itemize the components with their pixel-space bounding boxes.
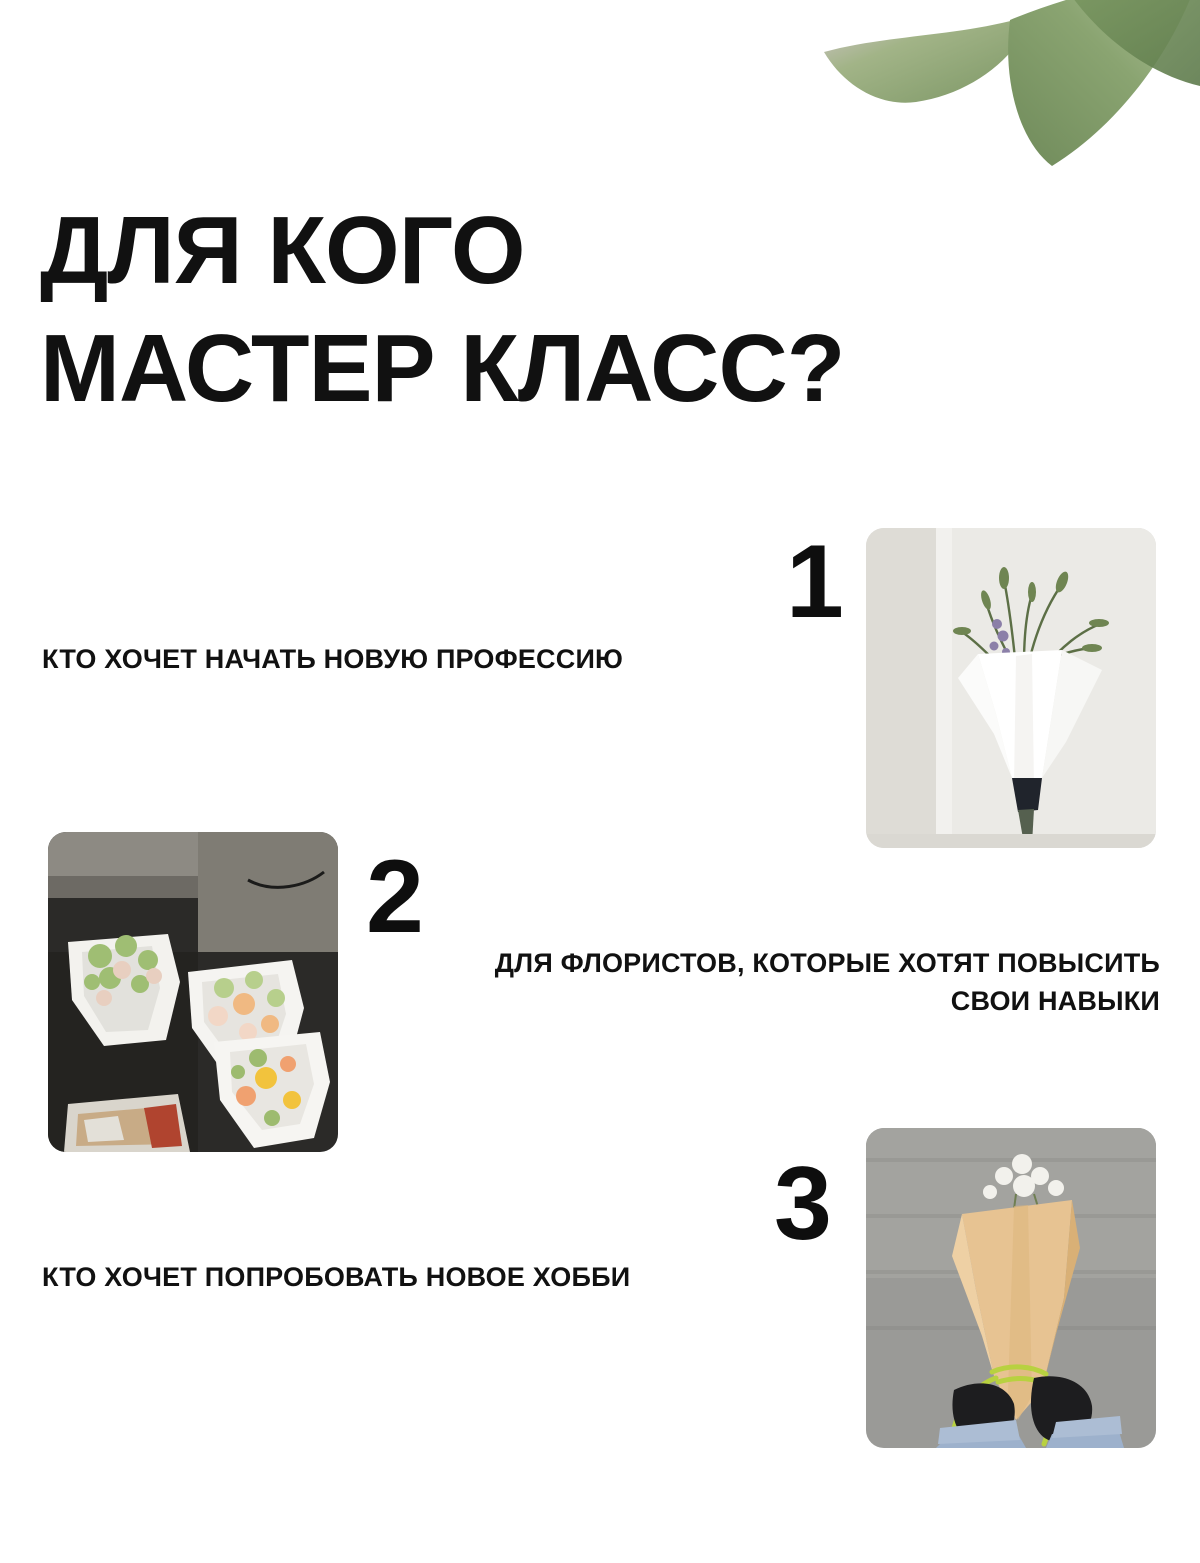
- page-title: [40, 185, 1140, 436]
- item-photo-1: [866, 528, 1156, 848]
- item-photo-2: [48, 832, 338, 1152]
- item-photo-3: [866, 1128, 1156, 1448]
- item-number-3: 3: [774, 1146, 832, 1262]
- page-title-line-2: МАСТЕР КЛАСС?: [40, 315, 845, 423]
- page-title-line-1: ДЛЯ КОГО: [40, 197, 525, 304]
- item-caption-3: КТО ХОЧЕТ ПОПРОБОВАТЬ НОВОЕ ХОББИ: [42, 1262, 631, 1292]
- item-caption-2: ДЛЯ ФЛОРИСТОВ, КОТОРЫЕ ХОТЯТ ПОВЫСИТЬ СВОИ НАВЫКИ: [494, 948, 1160, 1017]
- item-caption-1: КТО ХОЧЕТ НАЧАТЬ НОВУЮ ПРОФЕССИЮ: [42, 644, 624, 674]
- item-number-1: 1: [786, 524, 844, 640]
- item-number-2: 2: [366, 839, 424, 955]
